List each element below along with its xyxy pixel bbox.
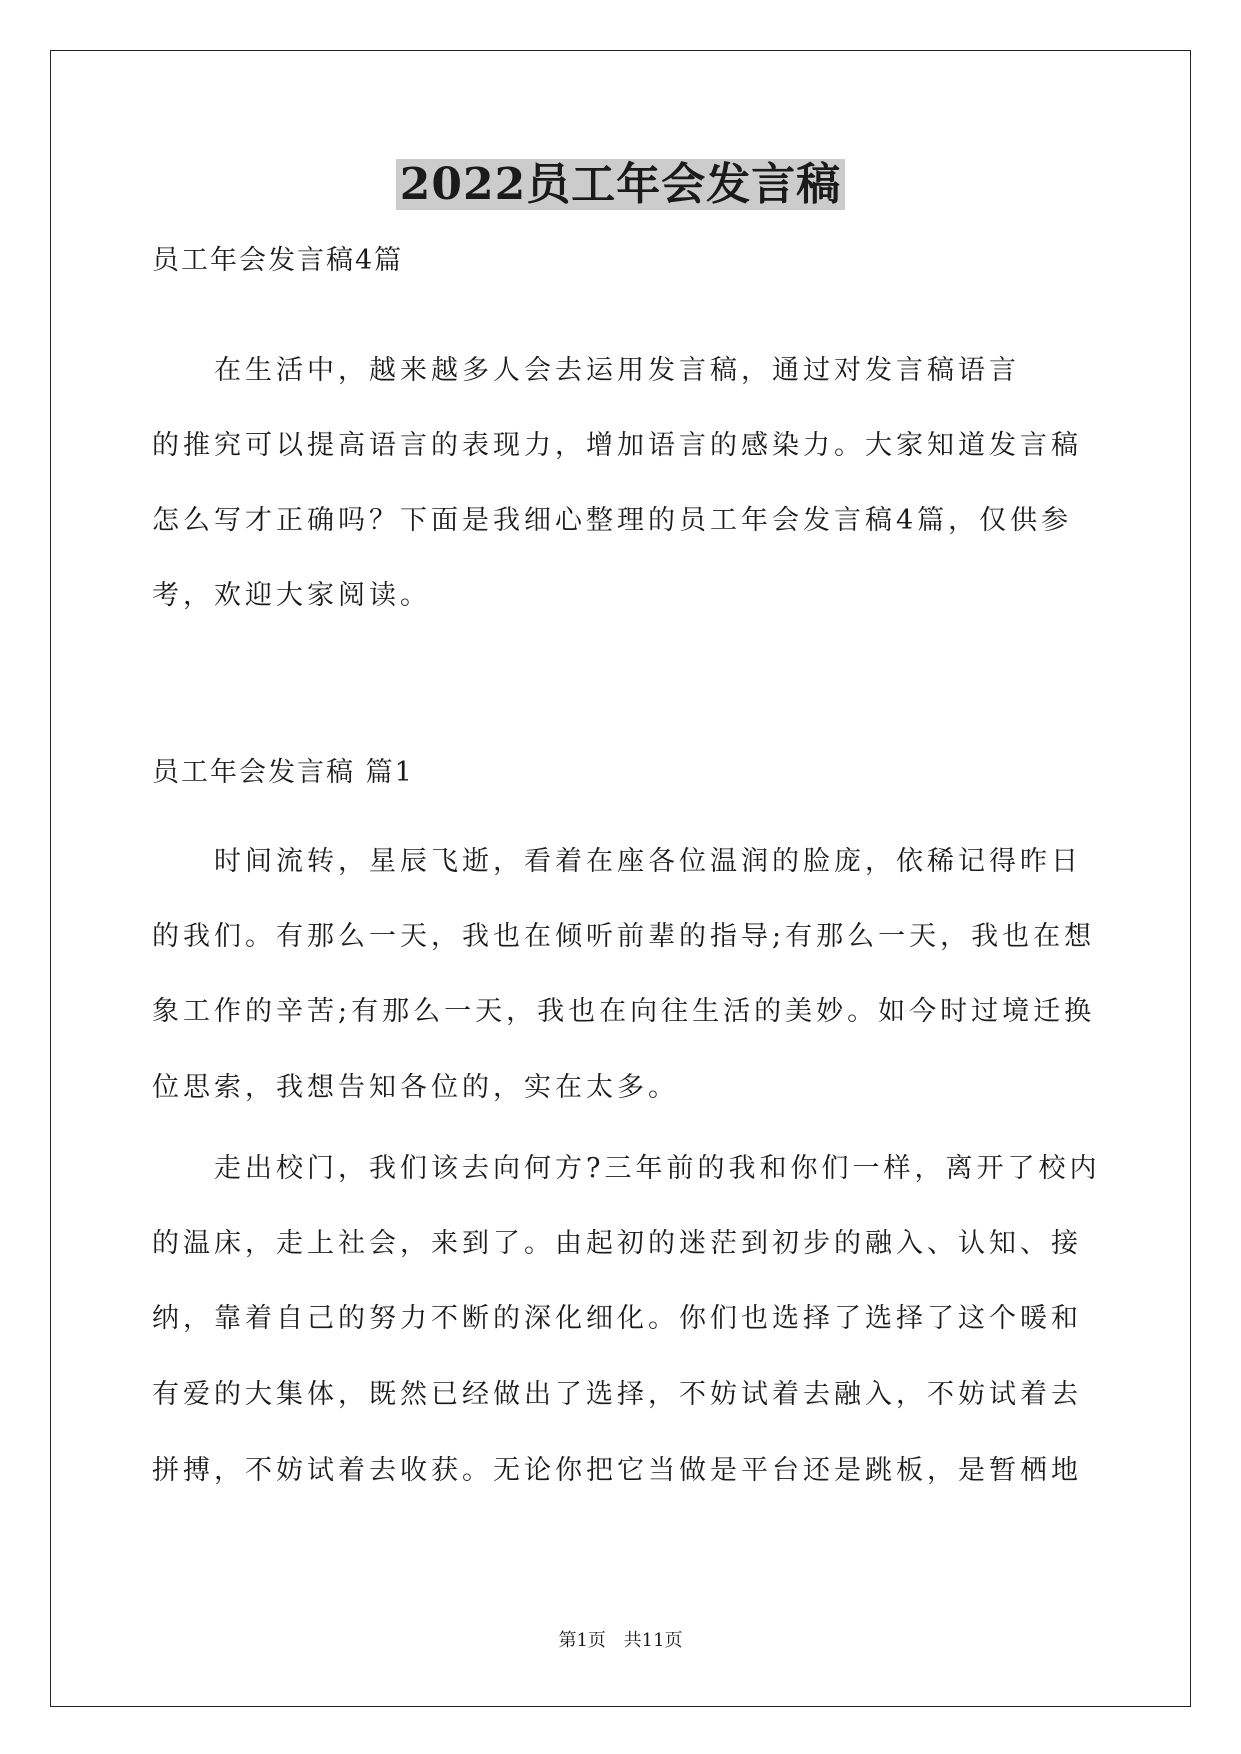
intro-line: 考，欢迎大家阅读。 bbox=[152, 580, 431, 611]
section-heading: 员工年会发言稿 篇1 bbox=[152, 757, 414, 788]
page-number: 第1页 bbox=[558, 1630, 606, 1651]
intro-line: 怎么写才正确吗？下面是我细心整理的员工年会发言稿4篇，仅供参 bbox=[152, 505, 1073, 536]
paragraph2-line: 走出校门，我们该去向何方?三年前的我和你们一样，离开了校内 bbox=[152, 1153, 1101, 1184]
paragraph2-line: 纳，靠着自己的努力不断的深化细化。你们也选择了选择了这个暖和 bbox=[152, 1303, 1082, 1334]
intro-line: 在生活中，越来越多人会去运用发言稿，通过对发言稿语言 bbox=[152, 355, 1020, 386]
document-subtitle: 员工年会发言稿4篇 bbox=[152, 245, 404, 276]
document-title bbox=[0, 155, 1241, 215]
paragraph1-line: 时间流转，星辰飞逝，看着在座各位温润的脸庞，依稀记得昨日 bbox=[152, 846, 1082, 877]
paragraph1-line: 的我们。有那么一天，我也在倾听前辈的指导;有那么一天，我也在想 bbox=[152, 921, 1096, 952]
paragraph1-line: 象工作的辛苦;有那么一天，我也在向往生活的美妙。如今时过境迁换 bbox=[152, 996, 1096, 1027]
document-title-text: 2022员工年会发言稿 bbox=[396, 159, 845, 210]
paragraph2-line: 有爱的大集体，既然已经做出了选择，不妨试着去融入，不妨试着去 bbox=[152, 1379, 1082, 1410]
paragraph2-line: 的温床，走上社会，来到了。由起初的迷茫到初步的融入、认知、接 bbox=[152, 1228, 1082, 1259]
page-footer bbox=[0, 1628, 1241, 1654]
paragraph2-line: 拼搏，不妨试着去收获。无论你把它当做是平台还是跳板，是暂栖地 bbox=[152, 1455, 1082, 1486]
paragraph1-line: 位思索，我想告知各位的，实在太多。 bbox=[152, 1072, 679, 1103]
page-total: 共11页 bbox=[623, 1630, 683, 1651]
intro-line: 的推究可以提高语言的表现力，增加语言的感染力。大家知道发言稿 bbox=[152, 430, 1082, 461]
